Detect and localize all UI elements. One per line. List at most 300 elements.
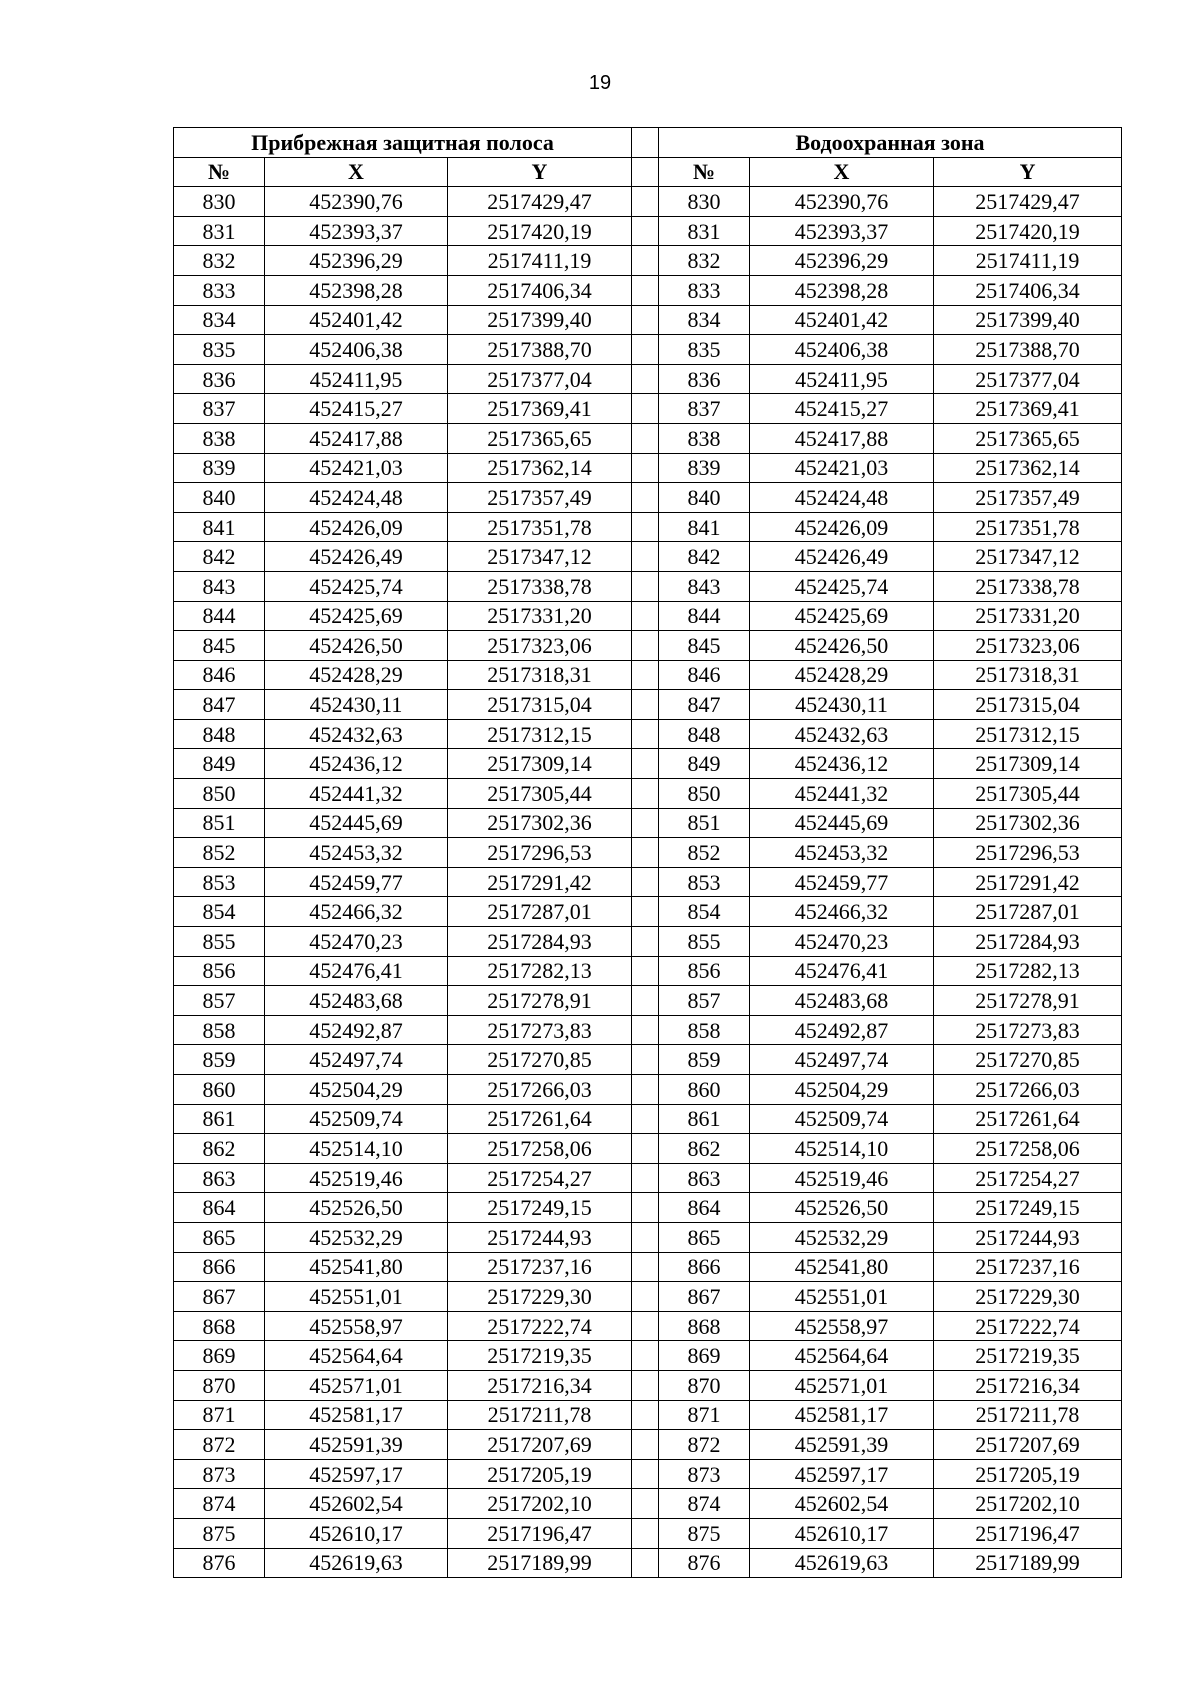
right-x-coordinate-cell: 452610,17 <box>750 1518 934 1548</box>
left-x-coordinate-cell: 452564,64 <box>265 1341 448 1371</box>
left-y-coordinate-cell: 2517296,53 <box>448 838 632 868</box>
right-x-coordinate-cell: 452401,42 <box>750 305 934 335</box>
right-point-number-cell: 831 <box>659 216 750 246</box>
left-x-coordinate-cell: 452591,39 <box>265 1430 448 1460</box>
left-point-number-cell: 858 <box>174 1015 265 1045</box>
right-column-x-header: X <box>750 157 934 187</box>
right-point-number-cell: 844 <box>659 601 750 631</box>
right-x-coordinate-cell: 452453,32 <box>750 838 934 868</box>
right-point-number-cell: 845 <box>659 631 750 661</box>
right-y-coordinate-cell: 2517211,78 <box>934 1400 1122 1430</box>
table-gap <box>632 1311 659 1341</box>
left-x-coordinate-cell: 452424,48 <box>265 483 448 513</box>
left-point-number-cell: 868 <box>174 1311 265 1341</box>
right-point-number-cell: 848 <box>659 719 750 749</box>
right-x-coordinate-cell: 452406,38 <box>750 335 934 365</box>
right-x-coordinate-cell: 452532,29 <box>750 1222 934 1252</box>
left-x-coordinate-cell: 452453,32 <box>265 838 448 868</box>
left-y-coordinate-cell: 2517388,70 <box>448 335 632 365</box>
table-row <box>174 1193 1122 1223</box>
right-y-coordinate-cell: 2517205,19 <box>934 1459 1122 1489</box>
right-y-coordinate-cell: 2517291,42 <box>934 867 1122 897</box>
right-y-coordinate-cell: 2517399,40 <box>934 305 1122 335</box>
right-y-coordinate-cell: 2517365,65 <box>934 423 1122 453</box>
right-y-coordinate-cell: 2517270,85 <box>934 1045 1122 1075</box>
left-column-number-header: № <box>174 157 265 187</box>
right-x-coordinate-cell: 452421,03 <box>750 453 934 483</box>
left-point-number-cell: 852 <box>174 838 265 868</box>
right-y-coordinate-cell: 2517331,20 <box>934 601 1122 631</box>
right-y-coordinate-cell: 2517249,15 <box>934 1193 1122 1223</box>
left-point-number-cell: 865 <box>174 1222 265 1252</box>
table-row <box>174 187 1122 217</box>
table-row <box>174 1163 1122 1193</box>
table-gap <box>632 1163 659 1193</box>
right-point-number-cell: 853 <box>659 867 750 897</box>
table-gap <box>632 483 659 513</box>
right-x-coordinate-cell: 452426,49 <box>750 542 934 572</box>
left-y-coordinate-cell: 2517205,19 <box>448 1459 632 1489</box>
right-x-coordinate-cell: 452519,46 <box>750 1163 934 1193</box>
right-y-coordinate-cell: 2517323,06 <box>934 631 1122 661</box>
right-column-y-header: Y <box>934 157 1122 187</box>
left-y-coordinate-cell: 2517411,19 <box>448 246 632 276</box>
left-x-coordinate-cell: 452509,74 <box>265 1104 448 1134</box>
left-column-y-header: Y <box>448 157 632 187</box>
right-x-coordinate-cell: 452398,28 <box>750 275 934 305</box>
right-x-coordinate-cell: 452571,01 <box>750 1370 934 1400</box>
right-point-number-cell: 870 <box>659 1370 750 1400</box>
right-x-coordinate-cell: 452411,95 <box>750 364 934 394</box>
left-point-number-cell: 850 <box>174 779 265 809</box>
right-y-coordinate-cell: 2517266,03 <box>934 1075 1122 1105</box>
left-x-coordinate-cell: 452432,63 <box>265 719 448 749</box>
table-row <box>174 867 1122 897</box>
left-y-coordinate-cell: 2517369,41 <box>448 394 632 424</box>
right-point-number-cell: 834 <box>659 305 750 335</box>
table-gap <box>632 1548 659 1578</box>
table-gap <box>632 719 659 749</box>
left-point-number-cell: 855 <box>174 927 265 957</box>
left-y-coordinate-cell: 2517315,04 <box>448 690 632 720</box>
right-point-number-cell: 859 <box>659 1045 750 1075</box>
right-x-coordinate-cell: 452619,63 <box>750 1548 934 1578</box>
table-gap <box>632 1015 659 1045</box>
table-gap <box>632 1282 659 1312</box>
right-x-coordinate-cell: 452424,48 <box>750 483 934 513</box>
left-x-coordinate-cell: 452602,54 <box>265 1489 448 1519</box>
left-x-coordinate-cell: 452393,37 <box>265 216 448 246</box>
table-gap <box>632 1134 659 1164</box>
left-y-coordinate-cell: 2517261,64 <box>448 1104 632 1134</box>
right-point-number-cell: 847 <box>659 690 750 720</box>
table-gap <box>632 927 659 957</box>
right-x-coordinate-cell: 452514,10 <box>750 1134 934 1164</box>
table-row <box>174 1400 1122 1430</box>
table-row <box>174 305 1122 335</box>
left-point-number-cell: 836 <box>174 364 265 394</box>
right-x-coordinate-cell: 452425,74 <box>750 571 934 601</box>
left-x-coordinate-cell: 452441,32 <box>265 779 448 809</box>
left-y-coordinate-cell: 2517219,35 <box>448 1341 632 1371</box>
table-row <box>174 1104 1122 1134</box>
right-point-number-cell: 846 <box>659 660 750 690</box>
left-point-number-cell: 859 <box>174 1045 265 1075</box>
left-y-coordinate-cell: 2517312,15 <box>448 719 632 749</box>
right-x-coordinate-cell: 452470,23 <box>750 927 934 957</box>
left-point-number-cell: 848 <box>174 719 265 749</box>
left-point-number-cell: 839 <box>174 453 265 483</box>
left-point-number-cell: 875 <box>174 1518 265 1548</box>
left-y-coordinate-cell: 2517365,65 <box>448 423 632 453</box>
right-point-number-cell: 860 <box>659 1075 750 1105</box>
left-y-coordinate-cell: 2517211,78 <box>448 1400 632 1430</box>
table-gap <box>632 986 659 1016</box>
right-y-coordinate-cell: 2517347,12 <box>934 542 1122 572</box>
left-point-number-cell: 843 <box>174 571 265 601</box>
table-row <box>174 1075 1122 1105</box>
right-point-number-cell: 868 <box>659 1311 750 1341</box>
left-x-coordinate-cell: 452425,74 <box>265 571 448 601</box>
table-row <box>174 1252 1122 1282</box>
left-y-coordinate-cell: 2517305,44 <box>448 779 632 809</box>
right-x-coordinate-cell: 452526,50 <box>750 1193 934 1223</box>
left-point-number-cell: 860 <box>174 1075 265 1105</box>
left-x-coordinate-cell: 452532,29 <box>265 1222 448 1252</box>
left-y-coordinate-cell: 2517357,49 <box>448 483 632 513</box>
left-x-coordinate-cell: 452459,77 <box>265 867 448 897</box>
left-x-coordinate-cell: 452417,88 <box>265 423 448 453</box>
left-point-number-cell: 835 <box>174 335 265 365</box>
left-x-coordinate-cell: 452483,68 <box>265 986 448 1016</box>
left-point-number-cell: 846 <box>174 660 265 690</box>
left-point-number-cell: 854 <box>174 897 265 927</box>
table-gap <box>632 1045 659 1075</box>
table-row <box>174 542 1122 572</box>
right-x-coordinate-cell: 452509,74 <box>750 1104 934 1134</box>
right-x-coordinate-cell: 452504,29 <box>750 1075 934 1105</box>
table-row <box>174 275 1122 305</box>
right-x-coordinate-cell: 452497,74 <box>750 1045 934 1075</box>
table-row <box>174 779 1122 809</box>
left-y-coordinate-cell: 2517207,69 <box>448 1430 632 1460</box>
right-point-number-cell: 864 <box>659 1193 750 1223</box>
table-row <box>174 1430 1122 1460</box>
left-table-title: Прибрежная защитная полоса <box>174 128 632 158</box>
left-y-coordinate-cell: 2517284,93 <box>448 927 632 957</box>
table-gap <box>632 1252 659 1282</box>
left-column-x-header: X <box>265 157 448 187</box>
left-x-coordinate-cell: 452426,49 <box>265 542 448 572</box>
table-row <box>174 423 1122 453</box>
right-point-number-cell: 874 <box>659 1489 750 1519</box>
right-x-coordinate-cell: 452428,29 <box>750 660 934 690</box>
right-point-number-cell: 841 <box>659 512 750 542</box>
left-y-coordinate-cell: 2517202,10 <box>448 1489 632 1519</box>
table-row <box>174 719 1122 749</box>
right-y-coordinate-cell: 2517237,16 <box>934 1252 1122 1282</box>
left-y-coordinate-cell: 2517331,20 <box>448 601 632 631</box>
left-point-number-cell: 872 <box>174 1430 265 1460</box>
left-y-coordinate-cell: 2517254,27 <box>448 1163 632 1193</box>
table-row <box>174 1134 1122 1164</box>
table-gap <box>632 1075 659 1105</box>
table-row <box>174 956 1122 986</box>
table-row <box>174 216 1122 246</box>
right-y-coordinate-cell: 2517258,06 <box>934 1134 1122 1164</box>
table-gap <box>632 512 659 542</box>
table-gap <box>632 542 659 572</box>
left-x-coordinate-cell: 452430,11 <box>265 690 448 720</box>
right-x-coordinate-cell: 452581,17 <box>750 1400 934 1430</box>
left-x-coordinate-cell: 452581,17 <box>265 1400 448 1430</box>
left-point-number-cell: 844 <box>174 601 265 631</box>
right-x-coordinate-cell: 452558,97 <box>750 1311 934 1341</box>
right-point-number-cell: 843 <box>659 571 750 601</box>
right-point-number-cell: 836 <box>659 364 750 394</box>
table-row <box>174 571 1122 601</box>
right-y-coordinate-cell: 2517189,99 <box>934 1548 1122 1578</box>
table-gap <box>632 216 659 246</box>
table-row <box>174 660 1122 690</box>
left-x-coordinate-cell: 452551,01 <box>265 1282 448 1312</box>
right-y-coordinate-cell: 2517287,01 <box>934 897 1122 927</box>
left-x-coordinate-cell: 452421,03 <box>265 453 448 483</box>
left-y-coordinate-cell: 2517278,91 <box>448 986 632 1016</box>
left-point-number-cell: 866 <box>174 1252 265 1282</box>
left-point-number-cell: 873 <box>174 1459 265 1489</box>
left-y-coordinate-cell: 2517222,74 <box>448 1311 632 1341</box>
left-x-coordinate-cell: 452541,80 <box>265 1252 448 1282</box>
left-point-number-cell: 845 <box>174 631 265 661</box>
left-x-coordinate-cell: 452436,12 <box>265 749 448 779</box>
column-header-row <box>174 157 1122 187</box>
left-point-number-cell: 861 <box>174 1104 265 1134</box>
right-point-number-cell: 875 <box>659 1518 750 1548</box>
right-y-coordinate-cell: 2517429,47 <box>934 187 1122 217</box>
right-point-number-cell: 835 <box>659 335 750 365</box>
left-point-number-cell: 841 <box>174 512 265 542</box>
right-point-number-cell: 873 <box>659 1459 750 1489</box>
left-x-coordinate-cell: 452425,69 <box>265 601 448 631</box>
right-y-coordinate-cell: 2517273,83 <box>934 1015 1122 1045</box>
table-title-row <box>174 128 1122 158</box>
right-x-coordinate-cell: 452564,64 <box>750 1341 934 1371</box>
table-row <box>174 512 1122 542</box>
right-point-number-cell: 869 <box>659 1341 750 1371</box>
left-x-coordinate-cell: 452497,74 <box>265 1045 448 1075</box>
right-point-number-cell: 862 <box>659 1134 750 1164</box>
right-point-number-cell: 855 <box>659 927 750 957</box>
table-gap <box>632 187 659 217</box>
right-x-coordinate-cell: 452445,69 <box>750 808 934 838</box>
table-body <box>174 187 1122 1578</box>
left-point-number-cell: 840 <box>174 483 265 513</box>
left-x-coordinate-cell: 452411,95 <box>265 364 448 394</box>
right-y-coordinate-cell: 2517351,78 <box>934 512 1122 542</box>
right-y-coordinate-cell: 2517411,19 <box>934 246 1122 276</box>
right-x-coordinate-cell: 452541,80 <box>750 1252 934 1282</box>
table-gap <box>632 631 659 661</box>
right-point-number-cell: 833 <box>659 275 750 305</box>
table-gap <box>632 1370 659 1400</box>
right-point-number-cell: 839 <box>659 453 750 483</box>
left-point-number-cell: 862 <box>174 1134 265 1164</box>
right-y-coordinate-cell: 2517357,49 <box>934 483 1122 513</box>
table-row <box>174 1311 1122 1341</box>
right-y-coordinate-cell: 2517312,15 <box>934 719 1122 749</box>
table-row <box>174 1015 1122 1045</box>
left-y-coordinate-cell: 2517282,13 <box>448 956 632 986</box>
table-gap <box>632 394 659 424</box>
left-y-coordinate-cell: 2517229,30 <box>448 1282 632 1312</box>
table-gap <box>632 1489 659 1519</box>
left-point-number-cell: 867 <box>174 1282 265 1312</box>
right-y-coordinate-cell: 2517369,41 <box>934 394 1122 424</box>
right-y-coordinate-cell: 2517296,53 <box>934 838 1122 868</box>
left-y-coordinate-cell: 2517318,31 <box>448 660 632 690</box>
right-y-coordinate-cell: 2517207,69 <box>934 1430 1122 1460</box>
left-point-number-cell: 857 <box>174 986 265 1016</box>
right-column-number-header: № <box>659 157 750 187</box>
left-point-number-cell: 853 <box>174 867 265 897</box>
left-point-number-cell: 863 <box>174 1163 265 1193</box>
table-gap <box>632 1341 659 1371</box>
left-y-coordinate-cell: 2517216,34 <box>448 1370 632 1400</box>
table-gap <box>632 690 659 720</box>
left-y-coordinate-cell: 2517309,14 <box>448 749 632 779</box>
left-y-coordinate-cell: 2517244,93 <box>448 1222 632 1252</box>
right-y-coordinate-cell: 2517282,13 <box>934 956 1122 986</box>
right-y-coordinate-cell: 2517284,93 <box>934 927 1122 957</box>
right-x-coordinate-cell: 452415,27 <box>750 394 934 424</box>
table-gap <box>632 956 659 986</box>
right-y-coordinate-cell: 2517338,78 <box>934 571 1122 601</box>
left-y-coordinate-cell: 2517249,15 <box>448 1193 632 1223</box>
left-y-coordinate-cell: 2517302,36 <box>448 808 632 838</box>
right-y-coordinate-cell: 2517302,36 <box>934 808 1122 838</box>
table-gap <box>632 838 659 868</box>
right-point-number-cell: 858 <box>659 1015 750 1045</box>
right-y-coordinate-cell: 2517202,10 <box>934 1489 1122 1519</box>
right-point-number-cell: 838 <box>659 423 750 453</box>
right-x-coordinate-cell: 452396,29 <box>750 246 934 276</box>
left-x-coordinate-cell: 452466,32 <box>265 897 448 927</box>
right-point-number-cell: 857 <box>659 986 750 1016</box>
right-x-coordinate-cell: 452483,68 <box>750 986 934 1016</box>
right-x-coordinate-cell: 452430,11 <box>750 690 934 720</box>
table-gap <box>632 601 659 631</box>
left-y-coordinate-cell: 2517377,04 <box>448 364 632 394</box>
right-point-number-cell: 837 <box>659 394 750 424</box>
left-x-coordinate-cell: 452519,46 <box>265 1163 448 1193</box>
table-gap <box>632 364 659 394</box>
right-y-coordinate-cell: 2517219,35 <box>934 1341 1122 1371</box>
right-x-coordinate-cell: 452426,09 <box>750 512 934 542</box>
left-point-number-cell: 842 <box>174 542 265 572</box>
right-x-coordinate-cell: 452436,12 <box>750 749 934 779</box>
left-x-coordinate-cell: 452401,42 <box>265 305 448 335</box>
left-x-coordinate-cell: 452406,38 <box>265 335 448 365</box>
table-gap <box>632 897 659 927</box>
table-row <box>174 1518 1122 1548</box>
right-y-coordinate-cell: 2517261,64 <box>934 1104 1122 1134</box>
left-y-coordinate-cell: 2517196,47 <box>448 1518 632 1548</box>
table-row <box>174 749 1122 779</box>
table-gap <box>632 1104 659 1134</box>
table-gap <box>632 1518 659 1548</box>
left-y-coordinate-cell: 2517399,40 <box>448 305 632 335</box>
coordinates-table <box>173 127 1122 1578</box>
table-row <box>174 1282 1122 1312</box>
left-y-coordinate-cell: 2517338,78 <box>448 571 632 601</box>
table-row <box>174 601 1122 631</box>
table-gap <box>632 1459 659 1489</box>
right-point-number-cell: 854 <box>659 897 750 927</box>
table-row <box>174 246 1122 276</box>
right-x-coordinate-cell: 452602,54 <box>750 1489 934 1519</box>
right-y-coordinate-cell: 2517420,19 <box>934 216 1122 246</box>
table-row <box>174 808 1122 838</box>
table-row <box>174 897 1122 927</box>
right-x-coordinate-cell: 452426,50 <box>750 631 934 661</box>
right-x-coordinate-cell: 452466,32 <box>750 897 934 927</box>
right-y-coordinate-cell: 2517388,70 <box>934 335 1122 365</box>
right-table-title: Водоохранная зона <box>659 128 1122 158</box>
table-row <box>174 986 1122 1016</box>
right-point-number-cell: 861 <box>659 1104 750 1134</box>
left-point-number-cell: 874 <box>174 1489 265 1519</box>
left-y-coordinate-cell: 2517266,03 <box>448 1075 632 1105</box>
left-point-number-cell: 856 <box>174 956 265 986</box>
left-point-number-cell: 851 <box>174 808 265 838</box>
table-row <box>174 364 1122 394</box>
table-gap <box>632 1430 659 1460</box>
left-x-coordinate-cell: 452492,87 <box>265 1015 448 1045</box>
left-x-coordinate-cell: 452426,09 <box>265 512 448 542</box>
right-point-number-cell: 851 <box>659 808 750 838</box>
table-row <box>174 1370 1122 1400</box>
left-y-coordinate-cell: 2517237,16 <box>448 1252 632 1282</box>
right-x-coordinate-cell: 452459,77 <box>750 867 934 897</box>
left-point-number-cell: 834 <box>174 305 265 335</box>
table-gap <box>632 246 659 276</box>
right-y-coordinate-cell: 2517229,30 <box>934 1282 1122 1312</box>
left-x-coordinate-cell: 452470,23 <box>265 927 448 957</box>
right-x-coordinate-cell: 452591,39 <box>750 1430 934 1460</box>
left-point-number-cell: 832 <box>174 246 265 276</box>
left-y-coordinate-cell: 2517273,83 <box>448 1015 632 1045</box>
table-gap <box>632 305 659 335</box>
right-y-coordinate-cell: 2517216,34 <box>934 1370 1122 1400</box>
left-x-coordinate-cell: 452445,69 <box>265 808 448 838</box>
right-point-number-cell: 872 <box>659 1430 750 1460</box>
table-row <box>174 690 1122 720</box>
left-point-number-cell: 837 <box>174 394 265 424</box>
left-x-coordinate-cell: 452571,01 <box>265 1370 448 1400</box>
left-point-number-cell: 838 <box>174 423 265 453</box>
left-y-coordinate-cell: 2517347,12 <box>448 542 632 572</box>
left-x-coordinate-cell: 452558,97 <box>265 1311 448 1341</box>
left-point-number-cell: 831 <box>174 216 265 246</box>
right-x-coordinate-cell: 452425,69 <box>750 601 934 631</box>
right-y-coordinate-cell: 2517254,27 <box>934 1163 1122 1193</box>
right-y-coordinate-cell: 2517309,14 <box>934 749 1122 779</box>
table-gap <box>632 423 659 453</box>
table-gap <box>632 749 659 779</box>
left-y-coordinate-cell: 2517323,06 <box>448 631 632 661</box>
right-x-coordinate-cell: 452393,37 <box>750 216 934 246</box>
